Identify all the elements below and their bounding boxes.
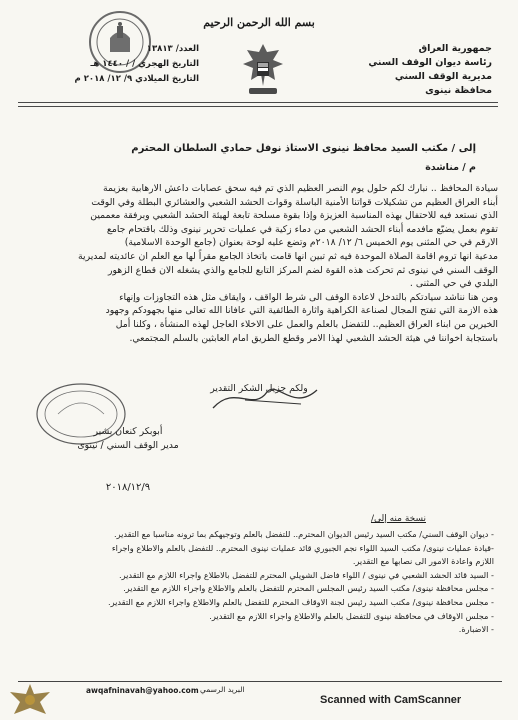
letter-body xyxy=(22,182,498,345)
header-divider xyxy=(18,102,498,103)
presidency-line: رئاسة ديوان الوقف السني xyxy=(368,57,492,68)
country-line: جمهورية العراق xyxy=(418,43,492,54)
body-line: أبناء العراق العظيم من تشكيلات قواتنا الأمنية الباسلة وقوات الحشد الشعبي والعشائري البطلة وفي الوقت xyxy=(91,196,498,208)
signatory-title: مدير الوقف السني / نينوى xyxy=(77,440,179,451)
copies-heading: نسخة منه إلى/ xyxy=(370,514,426,524)
copy-line: - مجلس محافظة نينوى/ مكتب السيد رئيس المجلس المحترم للتفضل بالعلم والاطلاع واجراء اللازم مع التقدير. xyxy=(123,583,494,594)
body-line: باستجابة اخواننا في هيئة الحشد الشعبي لهذا الامر وقطع الطريق امام العابثين بالسلم المجتمعي. xyxy=(129,332,498,344)
eagle-emblem-icon xyxy=(239,40,287,100)
copy-line: - مجلس الاوقاف في محافظة نينوى للتفضل بالعلم والاطلاع واجراء اللازم مع التقدير. xyxy=(209,610,494,621)
body-line: الخيرين من ابناء العراق العظيم.. للتفضل بالعلم والعمل على الاخلاء العاجل لهذه المنشأة ، وكلنا أمل xyxy=(115,318,498,330)
body-line: البلدي في حي المثنى . xyxy=(409,278,498,290)
body-line: الوقف السني في نينوى ثم تحركت هذه القوة لضم المركز التابع للجامع والذي يشغله الان قطاع الزهور xyxy=(107,264,498,276)
copy-line: اللازم واعادة الامور الى نصابها مع التقدير. xyxy=(352,556,494,567)
governorate-line: محافظة نينوى xyxy=(425,85,492,96)
body-line: الارقم في حي المثنى يوم الخميس ٦/ ١٢/ ٢٠١٨م وتضع عليه لوحة بعنوان (جامع الوحدة الاسلامية) xyxy=(124,237,498,249)
body-line: هذه الازمة التي تفتح المجال لصناعة الكراهية واثارة الطائفية التي عافانا الله تعالى منها بجهودكم وجهود xyxy=(105,305,498,317)
copy-line: -قيادة عمليات نينوى/ مكتب السيد اللواء نجم الجبوري قائد عمليات نينوى المحترم.. للتفضل بالعلم والاطلاع واجراء xyxy=(111,542,494,553)
reference-number: العدد/ ١٣٨١٣ xyxy=(146,44,199,54)
directorate-line: مديرية الوقف السني xyxy=(394,71,492,82)
header-divider-thin xyxy=(18,106,498,107)
body-line: مدعية انها تروم اقامة الصلاة الموحدة فيه ثم تبين انها قامت باتخاذ الجامع مقراً لها مع العلم ان عائديته لمديرية xyxy=(78,250,498,262)
body-line: تقوم بعمل يضيّع مافدمه أبناء الحشد الشعبي من دماء زكية في عمليات تحرير نينوى وذلك باقتحام جامع xyxy=(106,223,498,235)
ministry-header xyxy=(332,42,492,98)
footer-divider xyxy=(18,681,502,682)
copy-line: - الاضبارة. xyxy=(458,624,494,635)
footer-mail-label: البريد الرسمي xyxy=(200,685,245,694)
copy-line: - السيد قائد الحشد الشعبي في نينوى / اللواء فاضل الشويلي المحترم للتفضل بالاطلاع واجراء اللازم مع التقدير. xyxy=(119,569,494,580)
basmala: بسم الله الرحمن الرحيم xyxy=(203,16,315,29)
signatory-name: أبوبكر كنعان بشير xyxy=(93,426,163,437)
closing-line: ولكم جزيل الشكر التقدير xyxy=(210,383,308,394)
body-line: ومن هنا نناشد سيادتكم بالتدخل لاعادة الوقف الى شرط الواقف ، وايقاف مثل هذه التجاوزات وإنهاء xyxy=(119,291,498,303)
watermark-logo xyxy=(4,680,56,720)
footer-email: awqafninavah@yahoo.com xyxy=(86,686,199,695)
copy-line: - مجلس محافظة نينوى/ مكتب السيد رئيس لجنة الاوقاف المحترم للتفضل بالعلم والاطلاع واجراء اللازم مع التقدير. xyxy=(107,596,494,607)
reference-block xyxy=(24,42,199,87)
subject-line: م / مناشدة xyxy=(425,162,476,173)
recipient-line: إلى / مكتب السيد محافظ نينوى الاستاذ نوفل حمادي السلطان المحترم xyxy=(131,143,476,154)
copy-line: - ديوان الوقف السني/ مكتب السيد رئيس الديوان المحترم.. للتفضل بالعلم وتوجيهكم بما ترونه مناسبا مع التقدير. xyxy=(113,529,494,539)
signature-date: ٢٠١٨/١٢/٩ xyxy=(105,482,151,493)
handwritten-signature xyxy=(205,378,325,418)
body-line: سيادة المحافظ .. نبارك لكم حلول يوم النصر العظيم الذي تم فيه سحق عصابات داعش الارهابية بعزيمة xyxy=(102,183,498,194)
body-line: الذي نستعد فيه للاحتفال بهذه المناسبة العزيزة وإذا بقوة مسلحة تابعة لهيئة الحشد الشعبي وبرفقة معممين xyxy=(90,210,498,222)
hijri-date: التاريخ الهجري / / ١٤٤٠ هـ xyxy=(90,59,199,69)
signature-block xyxy=(68,425,188,453)
gregorian-date: التاريخ الميلادي ٩/ ١٢/ ٢٠١٨ م xyxy=(74,74,199,84)
camscanner-watermark: Scanned with CamScanner xyxy=(320,694,462,706)
copies-list xyxy=(24,528,494,637)
